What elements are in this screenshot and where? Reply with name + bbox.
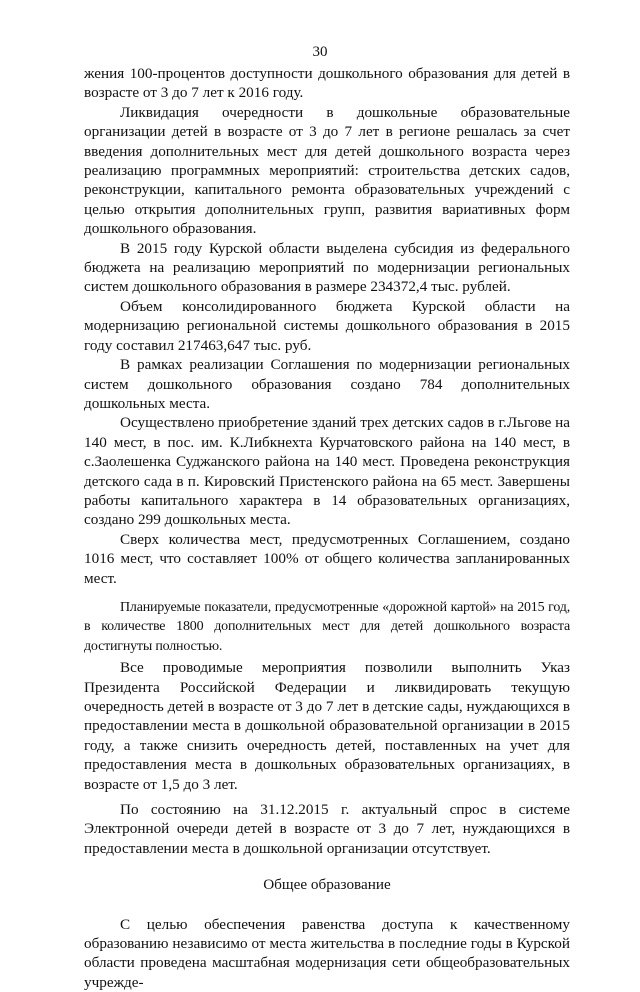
paragraph-general-education: С целью обеспечения равенства доступа к качественному образованию независимо от места жительства в последние годы в Курской области проведена масштабная модернизация сети общеобразовательных учрежде- <box>84 915 570 991</box>
section-heading: Общее образование <box>263 876 391 894</box>
paragraph-agreement-places: В рамках реализации Соглашения по модернизации региональных систем дошкольного образования создано 784 дополнительных дошкольных места. <box>84 356 570 412</box>
paragraph-federal-subsidy: В 2015 году Курской области выделена субсидия из федерального бюджета на реализацию мероприятий по модернизации региональных систем дошкольного образования в размере 234372,4 тыс. рублей. <box>84 239 570 296</box>
paragraph-extra-places: Сверх количества мест, предусмотренных Соглашением, создано 1016 мест, что составляет 100% от общего количества запланированных мест. <box>84 530 570 587</box>
document-body <box>84 64 570 992</box>
page-number: 30 <box>312 44 328 60</box>
paragraph-consolidated-budget: Объем консолидированного бюджета Курской области на модернизацию региональной системы дошкольного образования в 2015 году составил 217463,647 тыс. руб. <box>84 297 570 354</box>
paragraph-continuation: жения 100-процентов доступности дошкольного образования для детей в возрасте от 3 до 7 лет к 2016 году. <box>84 65 570 102</box>
paragraph-roadmap-indicators: Планируемые показатели, предусмотренные «дорожной картой» на 2015 год, в количестве 1800 дополнительных мест для детей дошкольного возраста достигнуты полностью. <box>84 599 570 654</box>
paragraph-presidential-decree: Все проводимые мероприятия позволили выполнить Указ Президента Российской Федерации и ликвидировать текущую очередность детей в возрасте от 3 до 7 лет в детские сады, нуждающихся в предоставлении места в дошкольной образовательной организации в 2015 году, а также снизить очередность детей, поставленных на учет для предоставления места в дошкольных образовательных организациях, в возрасте от 1,5 до 3 лет. <box>84 659 570 793</box>
paragraph-queue-elimination: Ликвидация очередности в дошкольные образовательные организации детей в возрасте от 3 до 7 лет в регионе решалась за счет введения дополнительных мест для детей дошкольного возраста через реализацию программных мероприятий: строительства детских садов, реконструкции, капитального ремонта образовательных учреждений с целью открытия дополнительных групп, развития вариативных форм дошкольного образования. <box>84 103 570 238</box>
paragraph-current-demand: По состоянию на 31.12.2015 г. актуальный спрос в системе Электронной очереди детей в возрасте от 3 до 7 лет, нуждающихся в предоставлении места в дошкольной организации отсутствует. <box>84 801 570 857</box>
paragraph-buildings-acquired: Осуществлено приобретение зданий трех детских садов в г.Льгове на 140 мест, в пос. им. К.Либкнехта Курчатовского района на 140 мест, в с.Заолешенка Суджанского района на 140 мест. Проведена реконструкция детского сада в п. Кировский Пристенского района на 65 мест. Завершены работы капитального характера в 14 образовательных организациях, создано 299 дошкольных места. <box>84 414 570 529</box>
